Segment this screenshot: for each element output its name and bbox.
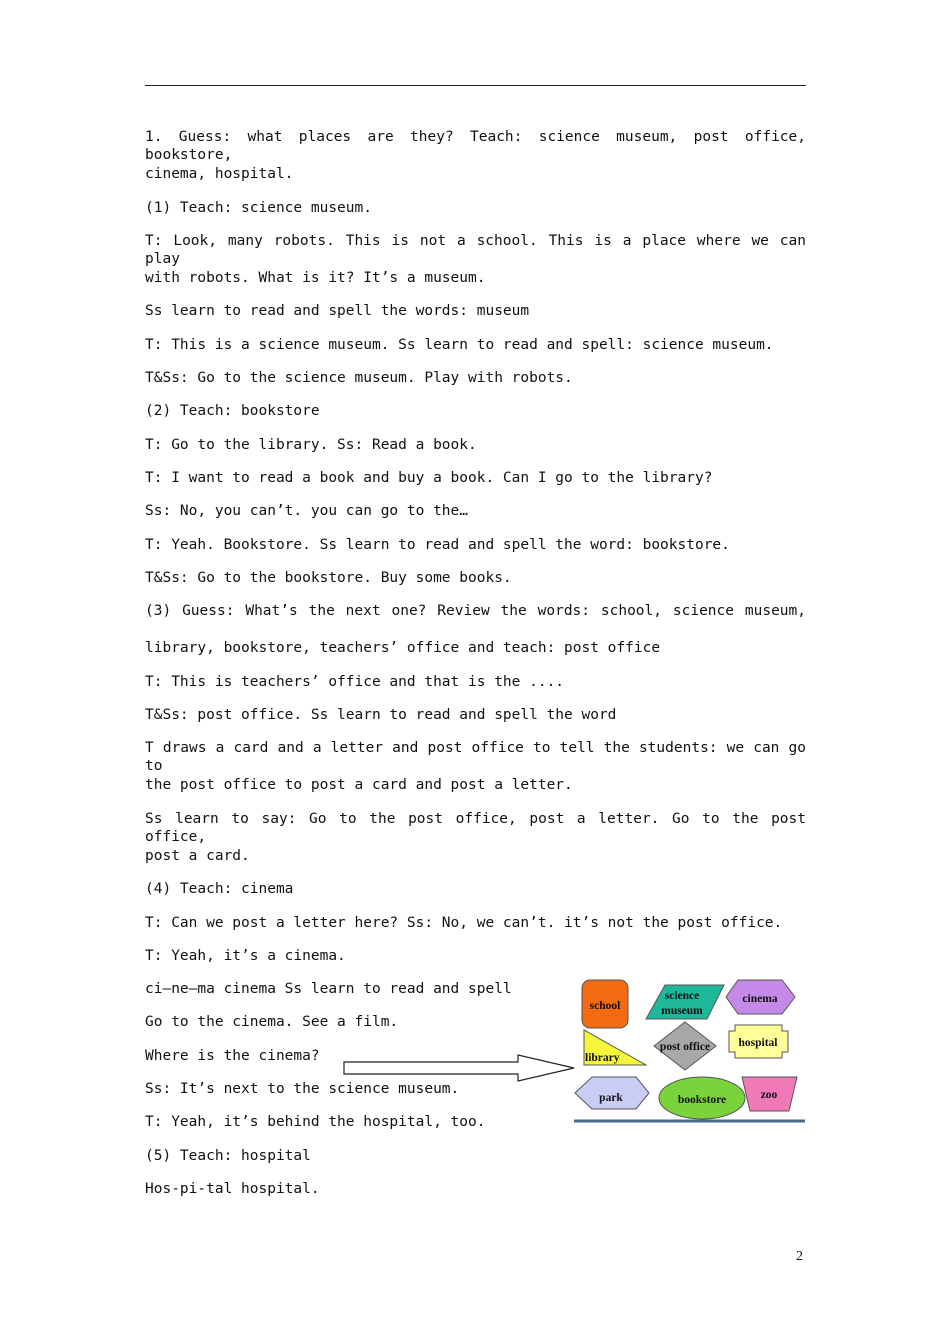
library-label: library: [585, 1052, 620, 1064]
bookstore-label: bookstore: [677, 1094, 727, 1106]
text-line: (2) Teach: bookstore: [145, 403, 320, 419]
text-line: (5) Teach: hospital: [145, 1148, 311, 1164]
text-line: T draws a card and a letter and post office to tell the students: we can go to: [145, 740, 806, 774]
text-line: T: Yeah, it’s a cinema.: [145, 948, 346, 964]
hospital-label: hospital: [738, 1037, 778, 1049]
text-line: with robots. What is it? It’s a museum.: [145, 270, 486, 286]
text-line: post a card.: [145, 848, 250, 864]
right-arrow-icon: [344, 1055, 574, 1081]
text-line: T: Yeah. Bookstore. Ss learn to read and spell the word: bookstore.: [145, 537, 730, 553]
text-line: Go to the cinema. See a film.: [145, 1014, 399, 1030]
cinema-label: cinema: [742, 993, 778, 1005]
park-label: park: [599, 1092, 623, 1104]
text-line: T: Yeah, it’s behind the hospital, too.: [145, 1114, 486, 1130]
text-line: T: Look, many robots. This is not a school. This is a place where we can play: [145, 233, 806, 267]
zoo-label: zoo: [760, 1089, 778, 1101]
header-rule: [145, 85, 806, 86]
school-label: school: [589, 1000, 621, 1012]
text-line: Ss learn to read and spell the words: museum: [145, 303, 530, 319]
text-line: T: This is a science museum. Ss learn to read and spell: science museum.: [145, 337, 774, 353]
text-line: Ss learn to say: Go to the post office, post a letter. Go to the post office,: [145, 811, 806, 845]
text-line: the post office to post a card and post a letter.: [145, 777, 573, 793]
text-line: 1. Guess: what places are they? Teach: science museum, post office, bookstore,: [145, 129, 806, 163]
places-diagram: [340, 975, 810, 1130]
text-line: T: Can we post a letter here? Ss: No, we can’t. it’s not the post office.: [145, 915, 783, 931]
page-number: 2: [796, 1249, 803, 1264]
text-line: (1) Teach: science museum.: [145, 200, 372, 216]
text-line: ci—ne—ma cinema Ss learn to read and spell: [145, 981, 512, 997]
science-museum-label: science: [664, 990, 700, 1002]
text-line: Ss: It’s next to the science museum.: [145, 1081, 460, 1097]
text-line: (4) Teach: cinema: [145, 881, 294, 897]
science-museum-label: museum: [661, 1005, 703, 1017]
text-line: Ss: No, you can’t. you can go to the…: [145, 503, 469, 519]
text-line: T&Ss: Go to the bookstore. Buy some books.: [145, 570, 512, 586]
text-line: T: Go to the library. Ss: Read a book.: [145, 437, 477, 453]
text-line: T&Ss: Go to the science museum. Play with robots.: [145, 370, 573, 386]
text-line: T: I want to read a book and buy a book. Can I go to the library?: [145, 470, 713, 486]
text-line: Hos-pi-tal hospital.: [145, 1181, 320, 1197]
text-line: T&Ss: post office. Ss learn to read and spell the word: [145, 707, 617, 723]
text-line: (3) Guess: What’s the next one? Review the words: school, science museum,: [145, 603, 806, 619]
text-line: T: This is teachers’ office and that is the ....: [145, 674, 565, 690]
text-line: Where is the cinema?: [145, 1048, 320, 1064]
post-office-label: post office: [659, 1041, 711, 1053]
text-line: cinema, hospital.: [145, 166, 294, 182]
text-line: library, bookstore, teachers’ office and teach: post office: [145, 640, 661, 656]
